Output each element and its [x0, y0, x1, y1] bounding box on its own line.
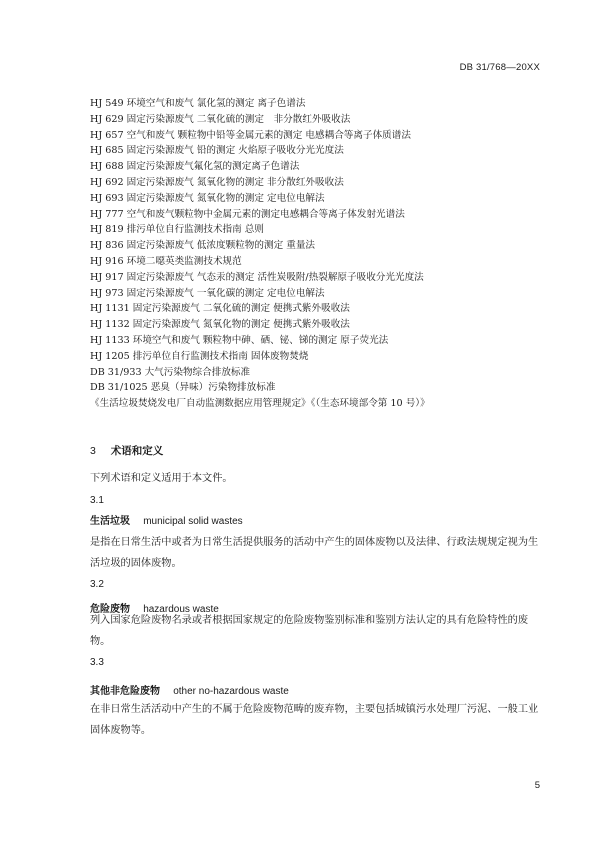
section-intro: 下列术语和定义适用于本文件。 — [90, 473, 233, 484]
term-number: 3.3 — [90, 657, 104, 668]
reference-item: HJ 1205 排污单位自行监测技术指南 固体废物焚烧 — [90, 350, 309, 362]
term-definition: 在非日常生活活动中产生的不属于危险废物范畴的废弃物，主要包括城镇污水处理厂污泥、一般工业固体废物等。 — [90, 704, 539, 736]
section-heading — [90, 443, 163, 458]
term-chinese: 生活垃圾 — [90, 516, 130, 527]
reference-item: DB 31/1025 恶臭（异味）污染物排放标准 — [90, 382, 276, 394]
reference-item: HJ 685 固定污染源废气 铅的测定 火焰原子吸收分光光度法 — [90, 145, 344, 157]
reference-item: HJ 629 固定污染源废气 二氧化硫的测定 非分散红外吸收法 — [90, 113, 351, 125]
page-number: 5 — [534, 780, 540, 791]
term-english: municipal solid wastes — [143, 516, 243, 527]
reference-item: HJ 1132 固定污染源废气 氮氧化物的测定 便携式紫外吸收法 — [90, 319, 350, 331]
reference-item: HJ 836 固定污染源废气 低浓度颗粒物的测定 重量法 — [90, 240, 316, 252]
reference-item: DB 31/933 大气污染物综合排放标准 — [90, 366, 251, 378]
term-heading — [90, 512, 243, 527]
reference-item: HJ 692 固定污染源废气 氮氧化物的测定 非分散红外吸收法 — [90, 176, 344, 188]
term-number: 3.1 — [90, 495, 104, 506]
term-english: hazardous waste — [143, 604, 219, 615]
reference-item: HJ 1131 固定污染源废气 二氧化硫的测定 便携式紫外吸收法 — [90, 303, 350, 315]
section-title: 术语和定义 — [110, 445, 164, 457]
term-definition-text: 是指在日常生活中或者为日常生活提供服务的活动中产生的固体废物以及法律、行政法规规定视为生活垃圾的固体废物。 — [90, 537, 539, 569]
section-number: 3 — [90, 445, 96, 457]
reference-item: HJ 917 固定污染源废气 气态汞的测定 活性炭吸附/热裂解原子吸收分光光度法 — [90, 271, 424, 283]
reference-item: HJ 549 环境空气和废气 氯化氢的测定 离子色谱法 — [90, 98, 306, 109]
term-definition: 列入国家危险废物名录或者根据国家规定的危险废物鉴别标准和鉴别方法认定的具有危险特性的废物。 — [90, 615, 529, 647]
reference-item: HJ 688 固定污染源废气氟化氢的测定离子色谱法 — [90, 161, 300, 173]
reference-item: HJ 819 排污单位自行监测技术指南 总则 — [90, 224, 264, 236]
reference-item: HJ 693 固定污染源废气 氮氧化物的测定 定电位电解法 — [90, 192, 325, 204]
reference-item: 《生活垃圾焚烧发电厂自动监测数据应用管理规定》《（生态环境部令第 10 号）》 — [90, 398, 430, 410]
document-code: DB 31/768—20XX — [459, 62, 540, 73]
term-chinese: 危险废物 — [90, 604, 130, 615]
term-english: other no-hazardous waste — [173, 686, 289, 697]
term-number: 3.2 — [90, 579, 104, 590]
term-chinese: 其他非危险废物 — [90, 686, 160, 697]
term-heading — [90, 682, 289, 697]
reference-item: HJ 777 空气和废气颗粒物中金属元素的测定电感耦合等离子体发射光谱法 — [90, 208, 405, 220]
reference-item: HJ 657 空气和废气 颗粒物中铅等金属元素的测定 电感耦合等离子体质谱法 — [90, 129, 411, 141]
normative-references-list — [90, 96, 550, 412]
reference-item: HJ 973 固定污染源废气 一氧化碳的测定 定电位电解法 — [90, 287, 325, 299]
reference-item: HJ 916 环境二噁英类监测技术规范 — [90, 255, 242, 267]
term-definition — [90, 532, 548, 574]
reference-item: HJ 1133 环境空气和废气 颗粒物中砷、硒、铋、锑的测定 原子荧光法 — [90, 334, 389, 346]
